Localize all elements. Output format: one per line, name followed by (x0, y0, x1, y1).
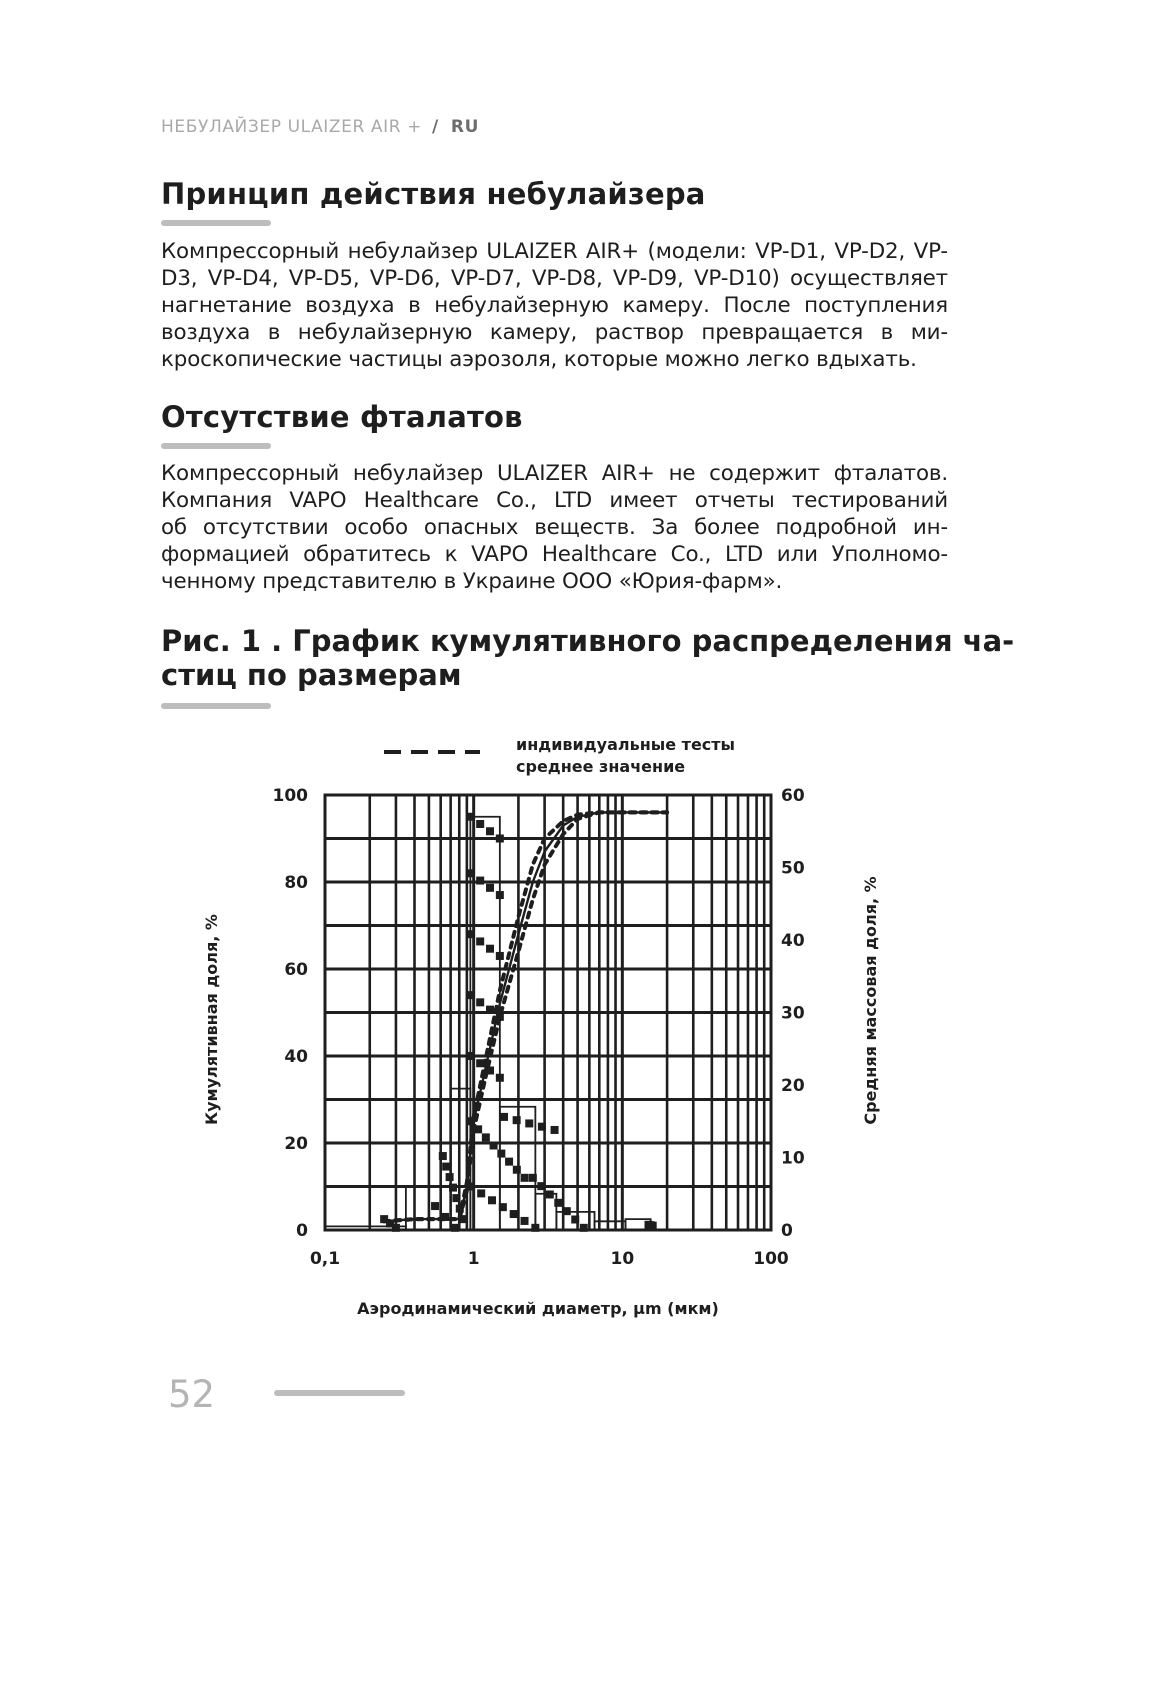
x-tick-label: 0,1 (309, 1249, 341, 1269)
marker-square (466, 930, 474, 938)
right-tick-label: 40 (781, 931, 805, 951)
marker-square (482, 1133, 490, 1141)
left-tick-label: 0 (296, 1221, 308, 1241)
x-axis-label: Аэродинамический диаметр, μm (мкм) (357, 1299, 719, 1318)
text-line: об отсутствии особо опасных веществ. За более подробной ин- (161, 515, 948, 540)
text-line: Компрессорный небулайзер ULAIZER AIR+ (модели: VP-D1, VP-D2, VP- (161, 239, 948, 264)
marker-square (551, 1126, 559, 1134)
marker-square (476, 998, 484, 1006)
marker-square (476, 820, 484, 828)
header-separator: / (432, 117, 439, 137)
right-tick-label: 60 (781, 786, 805, 806)
text-line: Компрессорный небулайзер ULAIZER AIR+ не содержит фталатов. (161, 461, 948, 486)
right-tick-label: 20 (781, 1076, 805, 1096)
marker-square (486, 884, 494, 892)
marker-square (563, 1207, 571, 1215)
marker-square (505, 1158, 513, 1166)
marker-square (496, 1074, 504, 1082)
marker-square (649, 1222, 657, 1230)
marker-square (538, 1123, 546, 1131)
marker-square (537, 1182, 545, 1190)
marker-square (486, 827, 494, 835)
marker-square (466, 813, 474, 821)
language-code: RU (450, 117, 479, 137)
left-axis-label: Кумулятивная доля, % (202, 914, 221, 1125)
marker-square (439, 1152, 447, 1160)
left-tick-label: 40 (284, 1047, 308, 1067)
marker-square (496, 891, 504, 899)
marker-square (521, 1217, 529, 1225)
marker-square (446, 1173, 454, 1181)
page-number: 52 (168, 1373, 216, 1416)
marker-square (449, 1184, 457, 1192)
left-tick-label: 20 (284, 1134, 308, 1154)
x-tick-label: 100 (753, 1249, 789, 1269)
series-line-individual-test (384, 812, 667, 1221)
series-line-individual-test (384, 812, 667, 1221)
x-axis-tick-labels (310, 1249, 789, 1269)
footer-rule (274, 1390, 405, 1396)
marker-square (510, 1210, 518, 1218)
text-line: ченному представителю в Украине ООО «Юрия-фарм». (161, 569, 783, 594)
right-tick-label: 30 (781, 1003, 805, 1024)
marker-square (513, 1166, 521, 1174)
left-tick-label: 100 (272, 786, 308, 806)
figure-title-line: Рис. 1 . График кумулятивного распределения ча- (161, 624, 1015, 658)
left-axis-tick-labels (273, 786, 309, 1241)
cumulative-curves (384, 812, 667, 1221)
marker-square (466, 1052, 474, 1060)
marker-square (529, 1174, 537, 1182)
marker-square (486, 1006, 494, 1014)
marker-square (546, 1190, 554, 1198)
marker-square (476, 877, 484, 885)
section-heading-operating-principle: Принцип действия небулайзера (161, 177, 706, 211)
horizontal-gridlines (325, 839, 771, 1187)
text-line: нагнетание воздуха в небулайзерную камеру. После поступления (161, 293, 948, 318)
marker-square (496, 835, 504, 843)
right-tick-label: 0 (781, 1221, 793, 1241)
text-line: воздуха в небулайзерную камеру, раствор превращается в ми- (161, 320, 948, 345)
marker-square (452, 1194, 460, 1202)
marker-square (466, 991, 474, 999)
series-line-mean (384, 812, 667, 1221)
marker-square (521, 1174, 529, 1182)
section-heading-phthalates: Отсутствие фталатов (161, 400, 523, 434)
legend-label-mean: среднее значение (516, 757, 686, 776)
marker-square (466, 869, 474, 877)
marker-square (500, 1113, 508, 1121)
left-tick-label: 60 (284, 960, 308, 980)
marker-square (554, 1199, 562, 1207)
marker-square (477, 1189, 485, 1197)
text-line: кроскопические частицы аэрозоля, которые можно легко вдыхать. (161, 347, 917, 372)
marker-square (525, 1119, 533, 1127)
mass-fraction-histogram (325, 817, 651, 1230)
running-title: НЕБУЛАЙЗЕР ULAIZER AIR + (161, 117, 423, 137)
x-tick-label: 10 (610, 1249, 635, 1269)
marker-square (476, 937, 484, 945)
left-tick-label: 80 (284, 873, 308, 893)
marker-square (497, 1150, 505, 1158)
x-tick-label: 1 (467, 1249, 480, 1269)
marker-square (496, 952, 504, 960)
legend-label-individual-tests: индивидуальные тесты (516, 735, 736, 754)
marker-square (571, 1215, 579, 1223)
text-line: Компания VAPO Healthcare Co., LTD имеет отчеты тестирований (161, 488, 948, 513)
text-line: формацией обратитесь к VAPO Healthcare Co., LTD или Уполномо- (161, 542, 948, 567)
marker-square (490, 1141, 498, 1149)
marker-square (431, 1202, 439, 1210)
marker-square (486, 945, 494, 953)
right-tick-label: 50 (781, 858, 805, 879)
text-line: D3, VP-D4, VP-D5, VP-D6, VP-D7, VP-D8, VP-D9, VP-D10) осуществляет (161, 266, 948, 291)
right-tick-label: 10 (781, 1148, 805, 1169)
marker-square (499, 1203, 507, 1211)
right-axis-tick-labels (781, 786, 805, 1241)
marker-square (488, 1196, 496, 1204)
marker-square (442, 1163, 450, 1171)
right-axis-label: Средняя массовая доля, % (861, 876, 880, 1125)
figure-title-line: стиц по размерам (161, 658, 462, 692)
marker-square (513, 1116, 521, 1124)
